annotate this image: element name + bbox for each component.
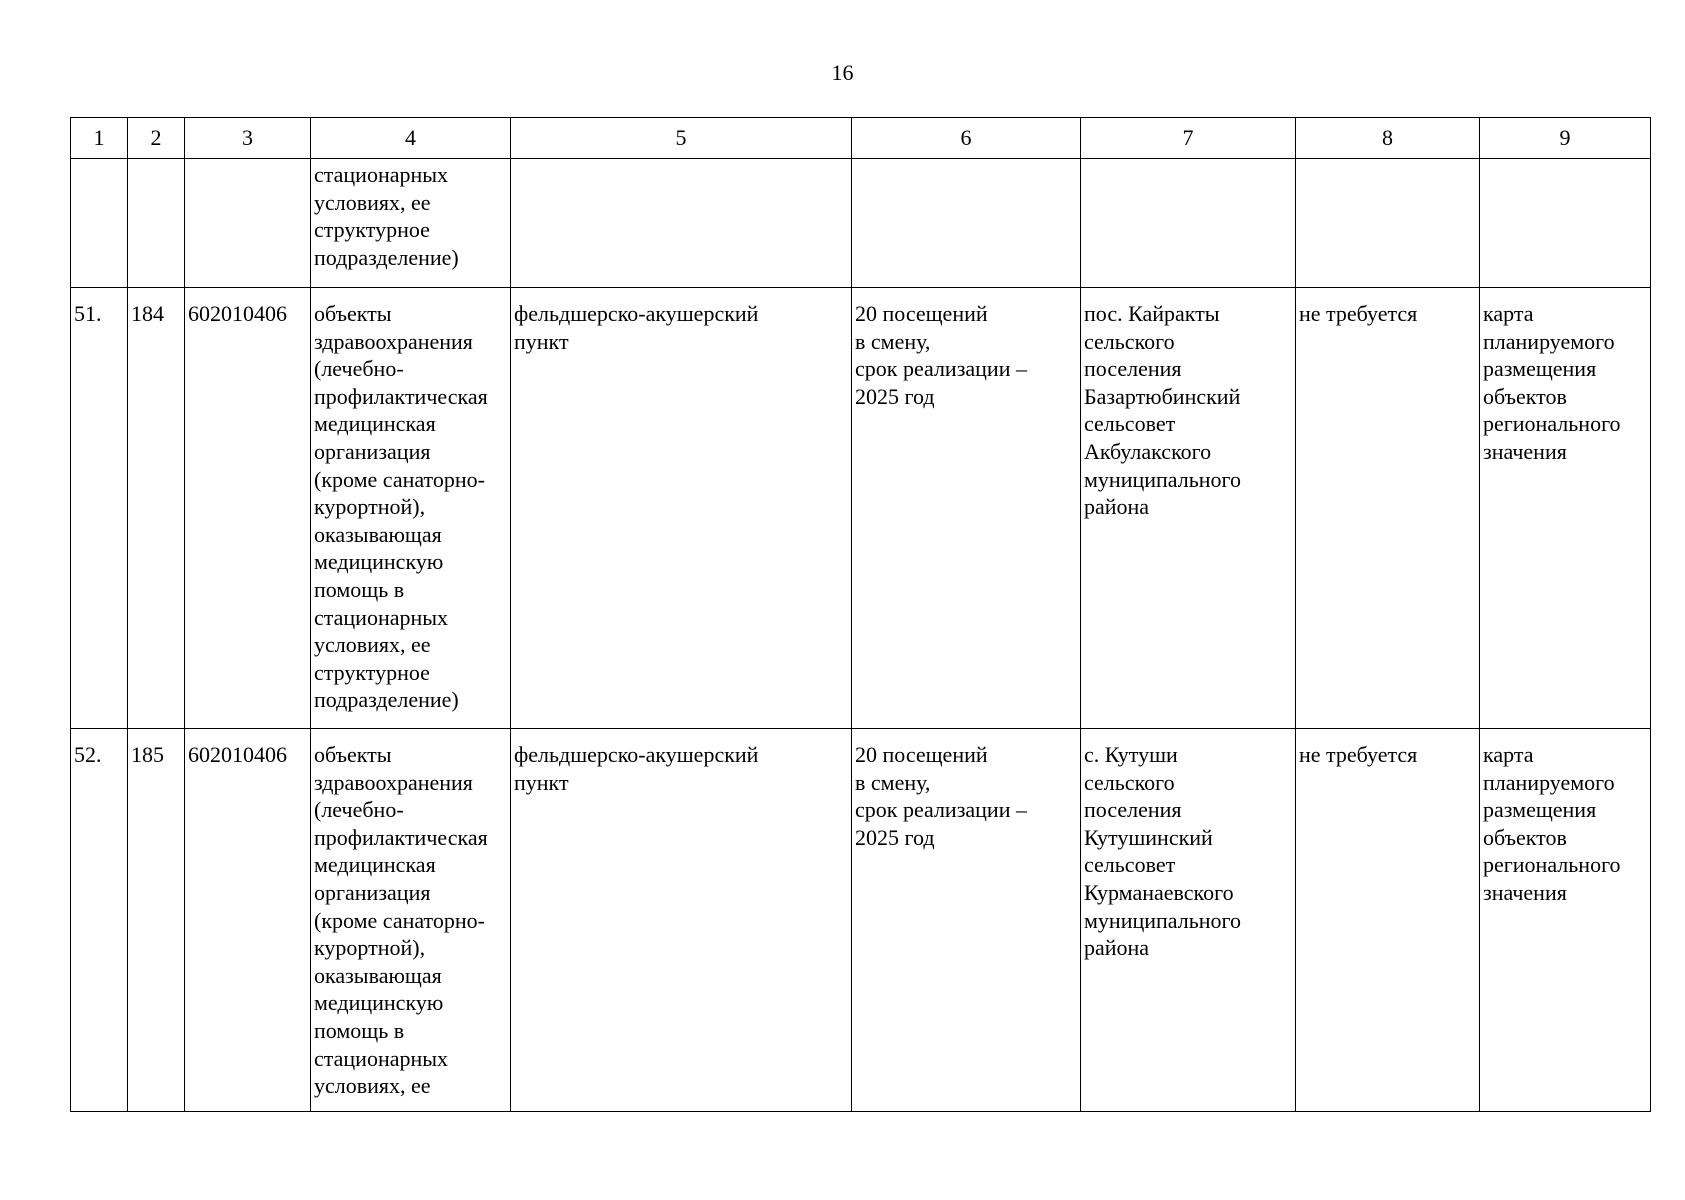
cell-zones: не требуется — [1296, 288, 1480, 729]
cell-name: фельдшерско-акушерский пункт — [511, 288, 852, 729]
cell-object-type: объекты здравоохранения (лечебно- профилактическая медицинская организация (кроме санаторно- курортной), оказывающая медицинскую помощь в стационарных условиях, ее структурное подразделение) — [311, 288, 511, 729]
table-header-row — [71, 118, 1651, 159]
cell-code — [185, 159, 311, 288]
cell-id: 184 — [128, 288, 185, 729]
cell-map — [1480, 159, 1651, 288]
cell-num — [71, 159, 128, 288]
cell-num: 51. — [71, 288, 128, 729]
cell-zones — [1296, 159, 1480, 288]
cell-id: 185 — [128, 729, 185, 1112]
cell-location: с. Кутуши сельского поселения Кутушинский сельсовет Курманаевского муниципального района — [1081, 729, 1296, 1112]
cell-characteristics: 20 посещений в смену, срок реализации – 2025 год — [852, 729, 1081, 1112]
cell-location: пос. Кайракты сельского поселения Базартюбинский сельсовет Акбулакского муниципального района — [1081, 288, 1296, 729]
column-header-5: 5 — [511, 118, 852, 159]
cell-code: 602010406 — [185, 288, 311, 729]
column-header-9: 9 — [1480, 118, 1651, 159]
cell-num: 52. — [71, 729, 128, 1112]
table-row — [71, 288, 1651, 729]
cell-id — [128, 159, 185, 288]
cell-map: карта планируемого размещения объектов регионального значения — [1480, 288, 1651, 729]
cell-name: фельдшерско-акушерский пункт — [511, 729, 852, 1112]
column-header-1: 1 — [71, 118, 128, 159]
column-header-2: 2 — [128, 118, 185, 159]
column-header-6: 6 — [852, 118, 1081, 159]
column-header-3: 3 — [185, 118, 311, 159]
column-header-7: 7 — [1081, 118, 1296, 159]
cell-object-type: объекты здравоохранения (лечебно- профилактическая медицинская организация (кроме санаторно- курортной), оказывающая медицинскую помощь в стационарных условиях, ее — [311, 729, 511, 1112]
cell-location — [1081, 159, 1296, 288]
table-row-continuation — [71, 159, 1651, 288]
objects-table — [70, 117, 1651, 1112]
cell-characteristics — [852, 159, 1081, 288]
cell-object-type: стационарных условиях, ее структурное подразделение) — [311, 159, 511, 288]
cell-name — [511, 159, 852, 288]
page-number: 16 — [831, 60, 854, 85]
column-header-4: 4 — [311, 118, 511, 159]
column-header-8: 8 — [1296, 118, 1480, 159]
table-row — [71, 729, 1651, 1112]
cell-map: карта планируемого размещения объектов регионального значения — [1480, 729, 1651, 1112]
cell-characteristics: 20 посещений в смену, срок реализации – 2025 год — [852, 288, 1081, 729]
cell-zones: не требуется — [1296, 729, 1480, 1112]
cell-code: 602010406 — [185, 729, 311, 1112]
